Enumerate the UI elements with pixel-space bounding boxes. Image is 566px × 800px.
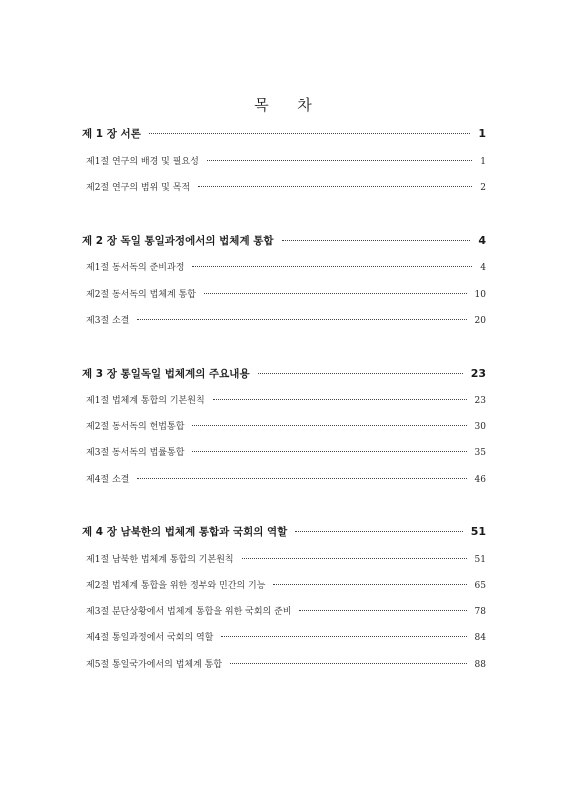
toc-section-4-1[interactable] xyxy=(82,554,486,566)
toc-section-4-2[interactable] xyxy=(82,580,486,592)
toc-section-4-5[interactable] xyxy=(82,659,486,671)
section-page-number: 30 xyxy=(474,422,486,432)
chapter-title: 제 4 장 남북한의 법체계 통합과 국회의 역할 xyxy=(82,526,288,538)
section-page-number: 4 xyxy=(480,263,486,273)
dot-leader xyxy=(137,478,466,479)
dot-leader xyxy=(137,319,466,320)
section-page-number: 65 xyxy=(474,581,486,591)
section-title: 제1절 연구의 배경 및 필요성 xyxy=(86,157,199,167)
toc-section-2-3[interactable] xyxy=(82,315,486,327)
section-page-number: 51 xyxy=(474,555,486,565)
section-page-number: 46 xyxy=(474,475,486,485)
chapter-title: 제 1 장 서론 xyxy=(82,128,141,140)
toc-section-4-4[interactable] xyxy=(82,632,486,644)
dot-leader xyxy=(242,558,467,559)
section-page-number: 20 xyxy=(474,316,486,326)
dot-leader xyxy=(207,160,472,161)
section-title: 제2절 법체계 통합을 위한 정부와 민간의 기능 xyxy=(86,581,266,591)
toc-chapter-3[interactable] xyxy=(82,367,486,381)
section-page-number: 10 xyxy=(474,290,486,300)
section-title: 제2절 동서독의 헌법통합 xyxy=(86,422,185,432)
toc-section-3-3[interactable] xyxy=(82,447,486,459)
toc-chapter-4[interactable] xyxy=(82,525,486,539)
chapter-page-number: 51 xyxy=(470,525,486,538)
dot-leader xyxy=(295,531,462,532)
toc-section-2-2[interactable] xyxy=(82,289,486,301)
toc-section-3-1[interactable] xyxy=(82,395,486,407)
toc-section-4-3[interactable] xyxy=(82,606,486,618)
chapter-page-number: 1 xyxy=(478,127,486,140)
toc-section-1-1[interactable] xyxy=(82,156,486,168)
section-page-number: 2 xyxy=(480,183,486,193)
section-title: 제3절 분단상황에서 법체계 통합을 위한 국회의 준비 xyxy=(86,607,292,617)
section-title: 제3절 동서독의 법률통합 xyxy=(86,448,185,458)
page-title: 목 차 xyxy=(254,96,312,114)
section-title: 제3절 소결 xyxy=(86,316,130,326)
chapter-title: 제 2 장 독일 통일과정에서의 법체계 통합 xyxy=(82,235,274,247)
section-page-number: 35 xyxy=(474,448,486,458)
chapter-title: 제 3 장 통일독일 법체계의 주요내용 xyxy=(82,368,250,380)
toc-section-3-2[interactable] xyxy=(82,421,486,433)
dot-leader xyxy=(258,373,463,374)
dot-leader xyxy=(230,663,467,664)
section-page-number: 88 xyxy=(474,660,486,670)
section-title: 제5절 통일국가에서의 법체계 통합 xyxy=(86,660,223,670)
dot-leader xyxy=(282,240,471,241)
section-page-number: 1 xyxy=(480,157,486,167)
section-title: 제2절 연구의 범위 및 목적 xyxy=(86,183,191,193)
dot-leader xyxy=(213,399,467,400)
section-title: 제1절 남북한 법체계 통합의 기본원칙 xyxy=(86,555,234,565)
dot-leader xyxy=(192,451,466,452)
dot-leader xyxy=(149,133,470,134)
dot-leader xyxy=(192,266,472,267)
section-title: 제1절 법체계 통합의 기본원칙 xyxy=(86,396,205,406)
dot-leader xyxy=(299,610,466,611)
dot-leader xyxy=(273,584,466,585)
dot-leader xyxy=(198,186,472,187)
dot-leader xyxy=(192,425,466,426)
section-page-number: 84 xyxy=(474,633,486,643)
section-title: 제2절 동서독의 법체계 통합 xyxy=(86,290,196,300)
toc-section-2-1[interactable] xyxy=(82,262,486,274)
section-page-number: 78 xyxy=(474,607,486,617)
section-title: 제4절 통일과정에서 국회의 역할 xyxy=(86,633,214,643)
chapter-page-number: 23 xyxy=(470,367,486,380)
toc-chapter-2[interactable] xyxy=(82,234,486,248)
section-title: 제1절 동서독의 준비과정 xyxy=(86,263,185,273)
chapter-page-number: 4 xyxy=(478,234,486,247)
section-page-number: 23 xyxy=(474,396,486,406)
dot-leader xyxy=(221,636,466,637)
dot-leader xyxy=(204,293,467,294)
toc-section-1-2[interactable] xyxy=(82,182,486,194)
section-title: 제4절 소결 xyxy=(86,475,130,485)
toc-section-3-4[interactable] xyxy=(82,474,486,486)
toc-chapter-1[interactable] xyxy=(82,127,486,141)
